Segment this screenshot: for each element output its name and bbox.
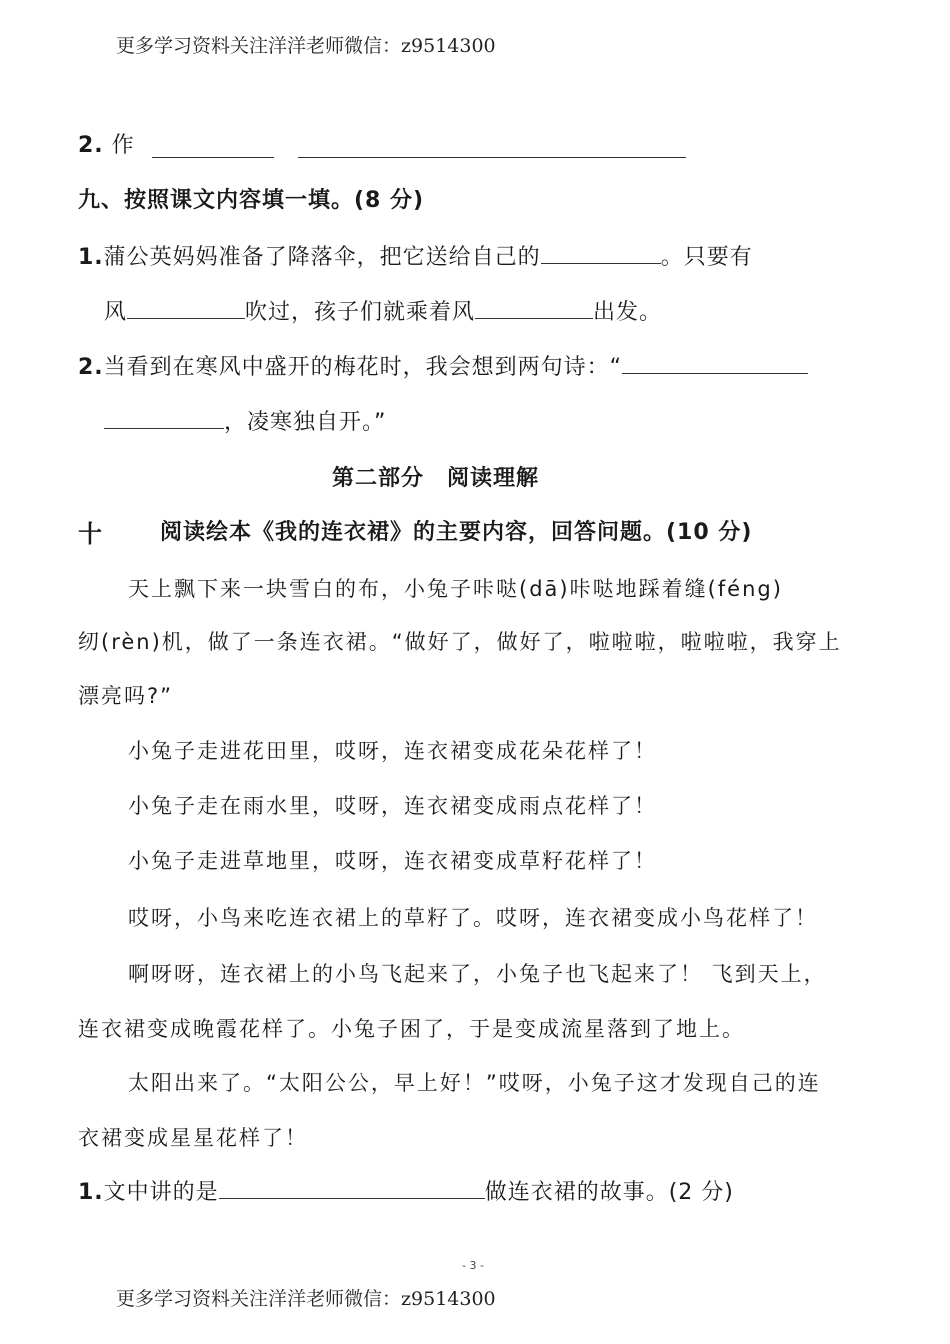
item-2-zuo — [78, 135, 135, 157]
question-text: 风 — [104, 300, 128, 325]
question-text: 当看到在寒风中盛开的梅花时，我会想到两句诗：“ — [103, 355, 623, 380]
question-number: 1. — [78, 1180, 104, 1205]
story-line: 哎呀，小鸟来吃连衣裙上的草籽了。哎呀，连衣裙变成小鸟花样了！ — [128, 906, 818, 930]
story-line: 太阳出来了。“太阳公公，早上好！”哎呀，小兔子这才发现自己的连 — [128, 1071, 821, 1095]
question-text: ，凌寒独自开。” — [224, 410, 387, 435]
watermark-top: 更多学习资料关注洋洋老师微信：z9514300 — [116, 35, 496, 57]
answer-blank — [152, 157, 274, 158]
section-9-q1-line1 — [78, 247, 753, 269]
section-10-label: 十 — [78, 520, 103, 548]
section-9-q2-line1 — [78, 357, 808, 379]
question-number: 1. — [78, 245, 104, 270]
story-line: 啊呀呀，连衣裙上的小鸟飞起来了，小兔子也飞起来了！ 飞到天上， — [128, 962, 827, 986]
question-text: 。只要有 — [660, 245, 753, 270]
question-text: 出发。 — [593, 300, 663, 325]
answer-blank — [219, 1198, 485, 1199]
story-line: 纫(rèn)机，做了一条连衣裙。“做好了，做好了，啦啦啦，啦啦啦，我穿上 — [78, 630, 842, 654]
question-text: 蒲公英妈妈准备了降落伞，把它送给自己的 — [103, 245, 541, 270]
answer-blank — [541, 263, 661, 264]
answer-blank — [475, 318, 593, 319]
answer-blank — [104, 428, 224, 429]
story-line: 连衣裙变成晚霞花样了。小兔子困了，于是变成流星落到了地上。 — [78, 1017, 745, 1041]
item-number: 2. — [78, 133, 104, 158]
section-9-q2-line2 — [104, 412, 386, 434]
section-10-q1 — [78, 1182, 734, 1204]
answer-blank — [298, 157, 686, 158]
section-10-title: 阅读绘本《我的连衣裙》的主要内容，回答问题。(10 分) — [160, 520, 753, 545]
part-2-heading: 第二部分 阅读理解 — [332, 466, 540, 491]
section-9-q1-line2 — [104, 302, 662, 324]
page-number: - 3 - — [462, 1259, 484, 1272]
answer-blank — [127, 318, 245, 319]
story-line: 衣裙变成星星花样了！ — [78, 1126, 308, 1150]
item-text: 作 — [111, 133, 135, 158]
story-line: 漂亮吗?” — [78, 684, 174, 708]
question-text: 做连衣裙的故事。(2 分) — [484, 1180, 734, 1205]
story-line: 天上飘下来一块雪白的布，小兔子咔哒(dā)咔哒地踩着缝(féng) — [128, 577, 783, 601]
watermark-bottom: 更多学习资料关注洋洋老师微信：z9514300 — [116, 1288, 496, 1310]
answer-blank — [622, 373, 808, 374]
question-text: 文中讲的是 — [103, 1180, 219, 1205]
story-line: 小兔子走进草地里，哎呀，连衣裙变成草籽花样了！ — [128, 849, 657, 873]
story-line: 小兔子走在雨水里，哎呀，连衣裙变成雨点花样了！ — [128, 794, 657, 818]
question-number: 2. — [78, 355, 104, 380]
question-text: 吹过，孩子们就乘着风 — [245, 300, 476, 325]
section-9-title: 九、按照课文内容填一填。(8 分) — [78, 188, 425, 213]
story-line: 小兔子走进花田里，哎呀，连衣裙变成花朵花样了！ — [128, 739, 657, 763]
